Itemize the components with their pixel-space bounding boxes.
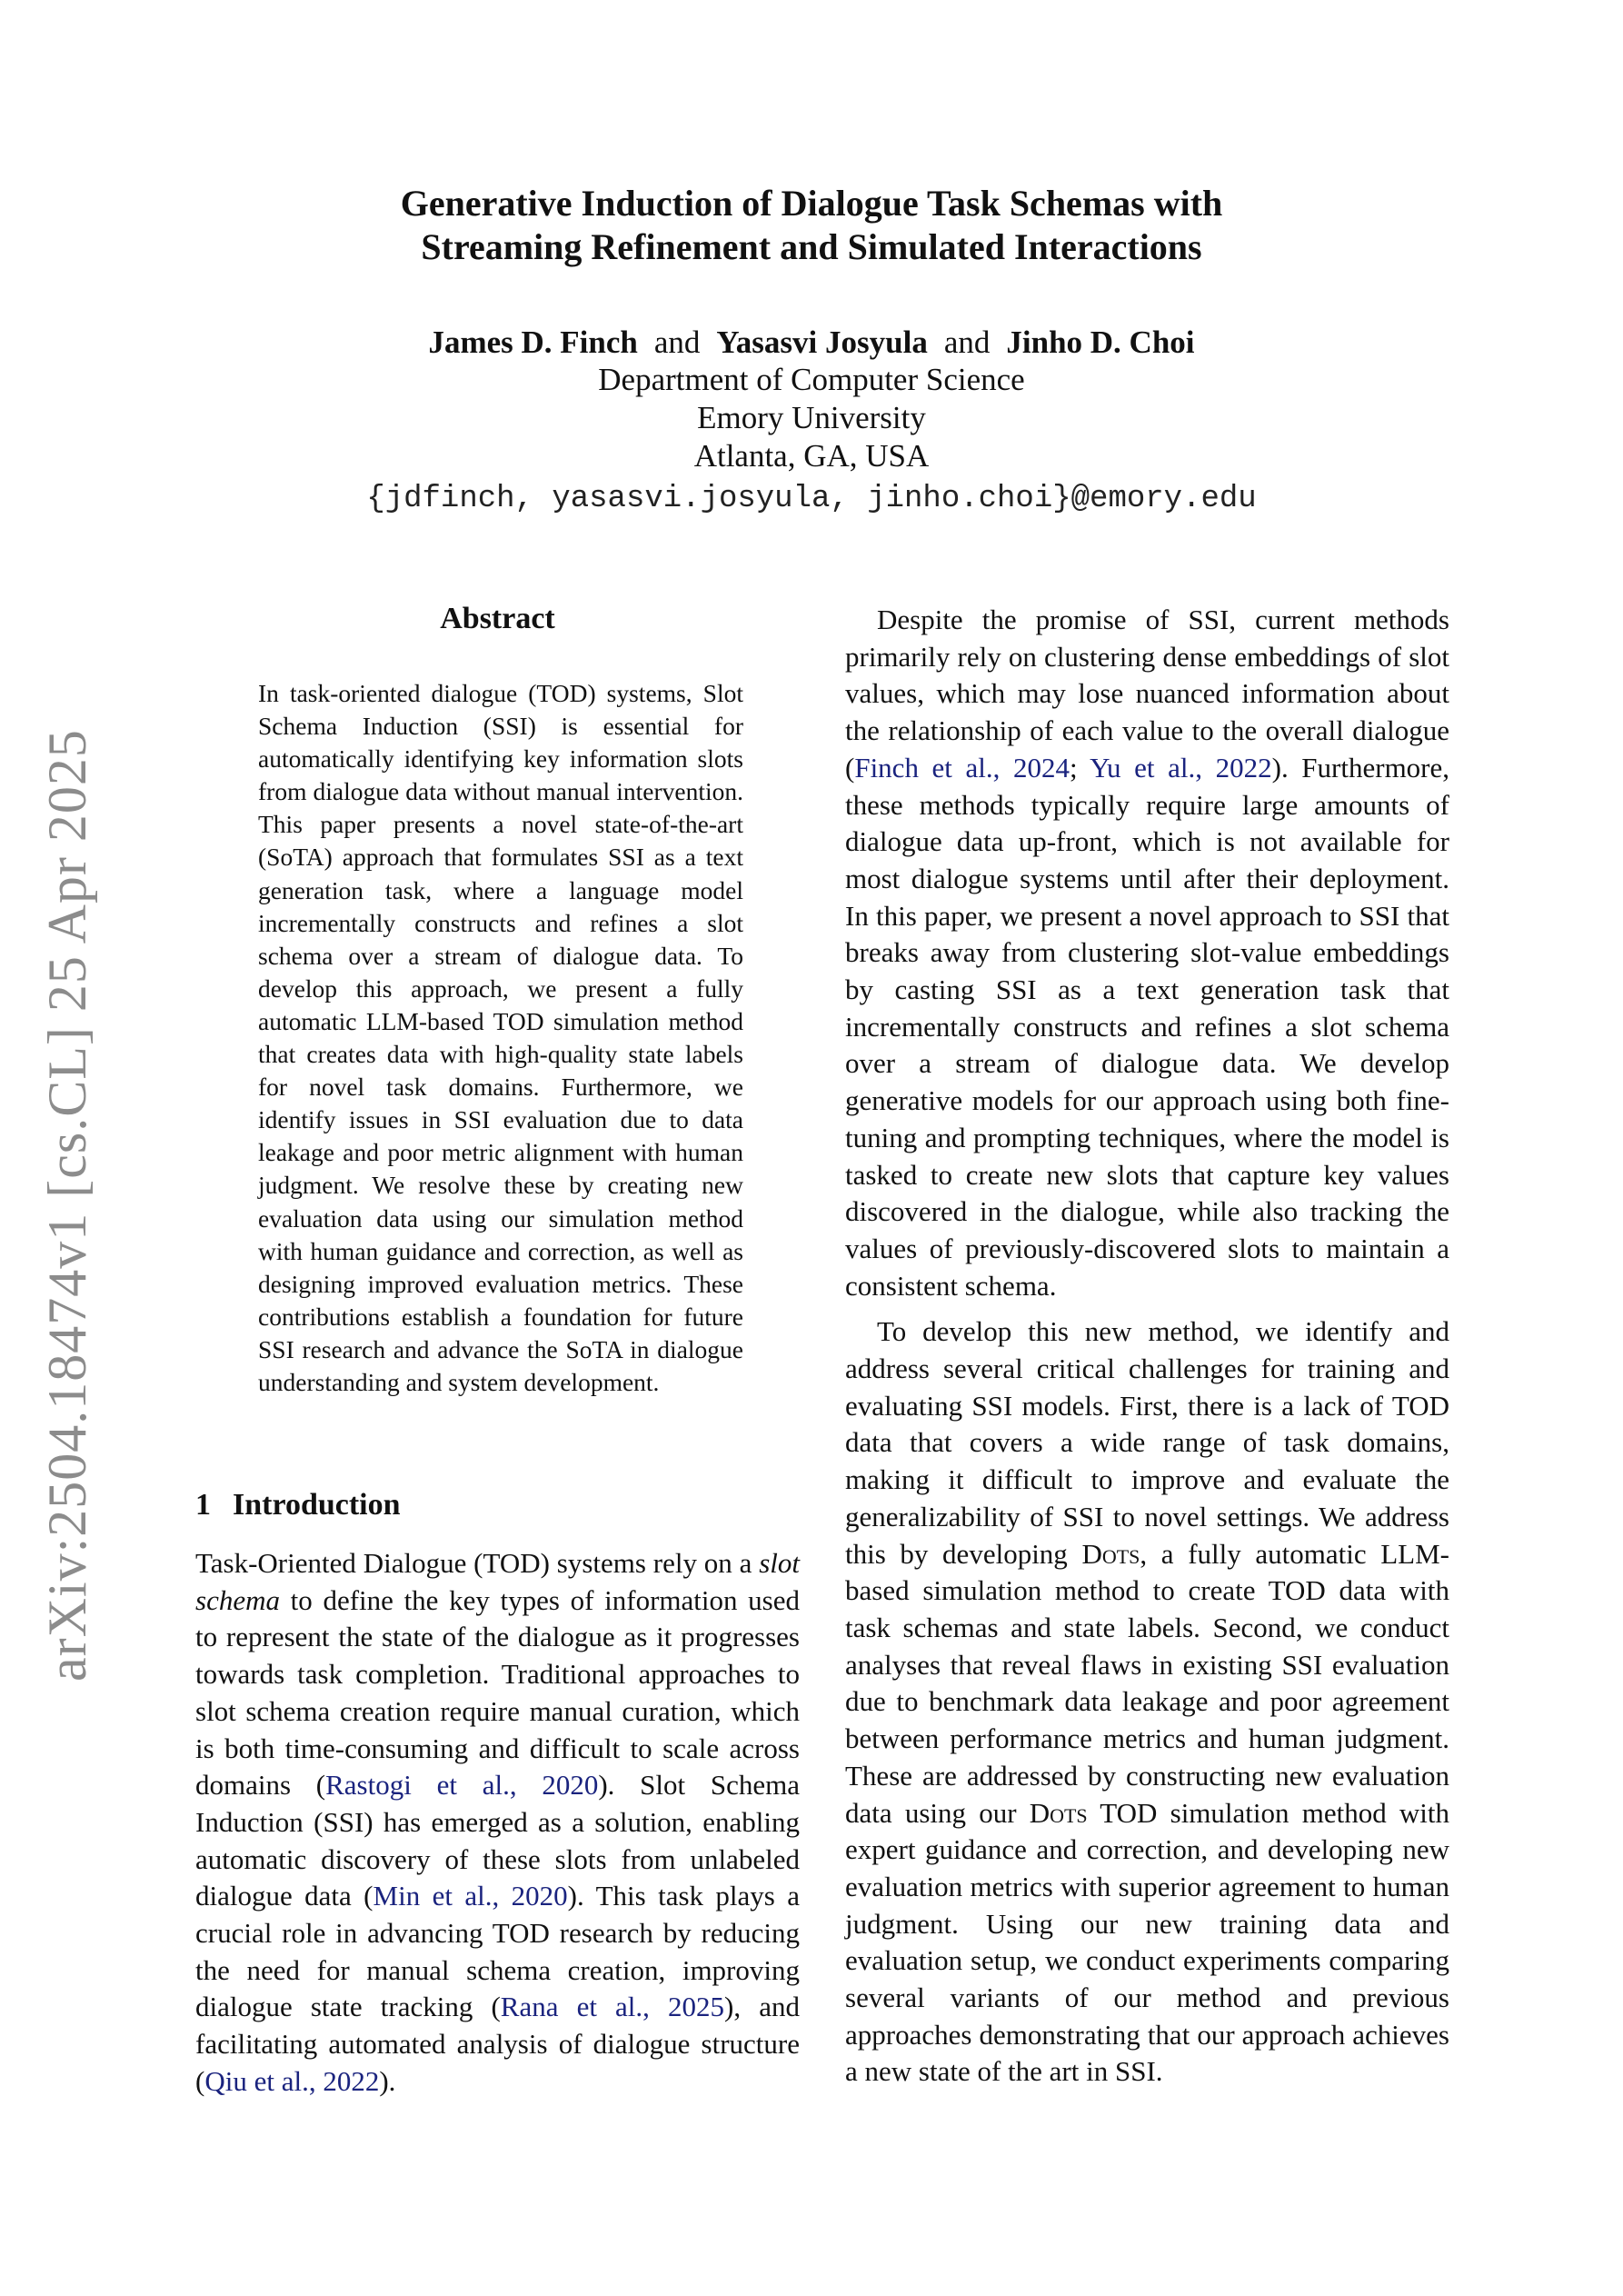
author-emails: {jdfinch, yasasvi.josyula, jinho.choi}@emory.edu xyxy=(366,482,1257,516)
citation-rana-2025[interactable]: Rana et al., 2025 xyxy=(500,1991,725,2023)
title-line-1: Generative Induction of Dialogue Task Schemas with xyxy=(400,183,1223,224)
introduction-left-column xyxy=(195,1545,800,2101)
author-separator: and xyxy=(943,324,991,360)
citation-qiu-2022[interactable]: Qiu et al., 2022 xyxy=(204,2064,380,2097)
arxiv-identifier-stamp: arXiv:2504.18474v1 [cs.CL] 25 Apr 2025 xyxy=(37,729,97,1682)
title-line-2: Streaming Refinement and Simulated Interactions xyxy=(421,226,1202,267)
affiliation-department: Department of Computer Science xyxy=(598,362,1025,397)
intro-paragraph-2: Despite the promise of SSI, current methods primarily rely on clustering dense embeddings of slot values, which may lose nuanced information about the relationship of each value to the overall dialogue (Finch et al., 2024; Yu et al., 2022). Furthermore, these methods typically require large amounts of dialogue data up-front, which is not available for most dialogue systems until after their deployment. In this paper, we present a novel approach to SSI that breaks away from clustering slot-value embeddings by casting SSI as a text generation task that incrementally constructs and refines a slot schema over a stream of dialogue data. We develop generative models for our approach using both fine-tuning and prompting techniques, where the model is tasked to create new slots that capture key values discovered in the dialogue, while also tracking the values of previously-discovered slots to maintain a consistent schema. xyxy=(845,604,1450,1302)
abstract-heading: Abstract xyxy=(440,602,555,635)
author-2: Yasasvi Josyula xyxy=(716,324,928,360)
section-title: Introduction xyxy=(233,1488,401,1522)
section-number: 1 xyxy=(195,1488,211,1522)
citation-min-2020[interactable]: Min et al., 2020 xyxy=(373,1880,568,1912)
citation-rastogi-2020[interactable]: Rastogi et al., 2020 xyxy=(325,1769,599,1802)
intro-paragraph-3: To develop this new method, we identify and address several critical challenges for training and evaluating SSI models. First, there is a lack of TOD data that covers a wide range of task domains, making it difficult to improve and evaluate the generalizability of SSI to novel settings. We address this by developing Dots, a fully automatic LLM-based simulation method to create TOD data with task schemas and state labels. Second, we conduct analyses that reveal flaws in existing SSI evaluation due to benchmark data leakage and poor agreement between performance metrics and human judgment. These are addressed by constructing new evaluation data using our Dots TOD simulation method with expert guidance and correction, and developing new evaluation metrics with superior agreement to human judgment. Using our new training data and evaluation setup, we conduct experiments comparing several variants of our method and previous approaches demonstrating that our approach achieves a new state of the art in SSI. xyxy=(845,1315,1449,2088)
author-3: Jinho D. Choi xyxy=(1006,324,1195,360)
citation-yu-2022[interactable]: Yu et al., 2022 xyxy=(1090,751,1272,784)
citation-finch-2024[interactable]: Finch et al., 2024 xyxy=(854,751,1070,784)
author-1: James D. Finch xyxy=(428,324,638,360)
author-list xyxy=(0,323,1623,362)
slot-schema-term: slot schema xyxy=(195,1547,800,1616)
dots-method-name: Dots xyxy=(1081,1537,1140,1570)
author-separator: and xyxy=(653,324,701,360)
paper-title xyxy=(0,182,1623,269)
intro-paragraph: Task-Oriented Dialogue (TOD) systems rely on a slot schema to define the key types of information used to represent the state of the dialogue as it progresses towards task completion. Traditional approaches to slot schema creation require manual curation, which is both time-consuming and difficult to scale across domains (Rastogi et al., 2020). Slot Schema Induction (SSI) has emerged as a solution, enabling automatic discovery of these slots from unlabeled dialogue data (Min et al., 2020). This task plays a crucial role in advancing TOD research by reducing the need for manual schema creation, improving dialogue state tracking (Rana et al., 2025), and facilitating automated analysis of dialogue structure (Qiu et al., 2022). xyxy=(195,1547,801,2097)
affiliation-location: Atlanta, GA, USA xyxy=(693,438,930,474)
introduction-right-column xyxy=(845,602,1449,2091)
abstract-text: In task-oriented dialogue (TOD) systems, Slot Schema Induction (SSI) is essential for automatically identifying key information slots from dialogue data without manual intervention. This paper presents a novel state-of-the-art (SoTA) approach that formulates SSI as a text generation task, where a language model incrementally constructs and refines a slot schema over a stream of dialogue data. To develop this approach, we present a fully automatic LLM-based TOD simulation method that creates data with high-quality state labels for novel task domains. Furthermore, we identify issues in SSI evaluation due to data leakage and poor metric alignment with human judgment. We resolve these by creating new evaluation data using our simulation method with human guidance and correction, as well as designing improved evaluation metrics. These contributions establish a foundation for future SSI research and advance the SoTA in dialogue understanding and system development. xyxy=(258,679,743,1396)
section-heading-introduction xyxy=(195,1488,401,1522)
affiliation-university: Emory University xyxy=(697,400,926,435)
dots-method-name: Dots xyxy=(1029,1796,1088,1829)
